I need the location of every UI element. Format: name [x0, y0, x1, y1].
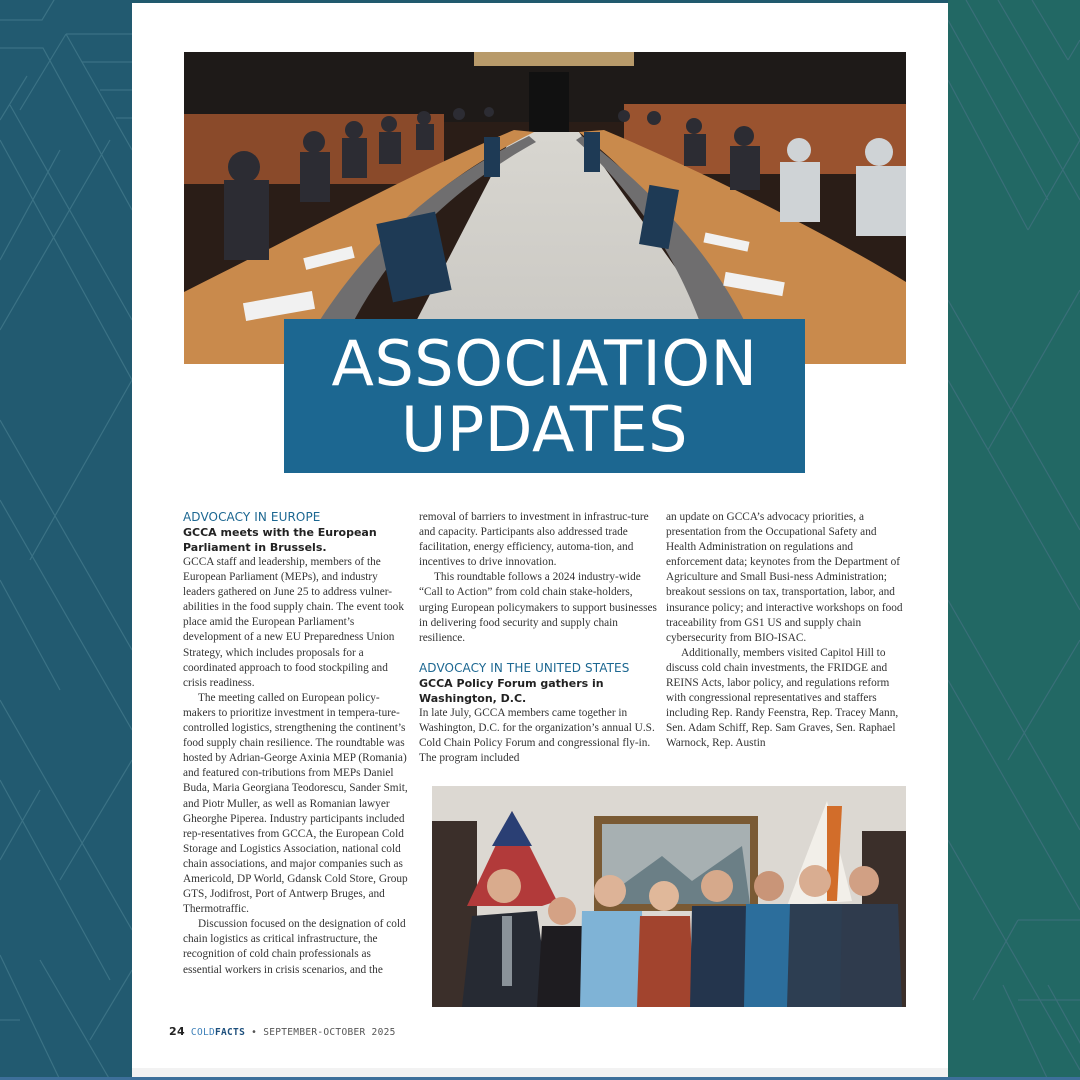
section-title-box	[284, 319, 805, 473]
paragraph: Discussion focused on the designation of cold chain logistics as critical infrastructure, the recognition of cold chain professionals as essential workers in crisis scenarios, and the	[183, 918, 406, 976]
conference-room-photo-icon	[184, 52, 906, 364]
paragraph: Additionally, members visited Capitol Hill to discuss cold chain investments, the FRIDGE and REINS Acts, labor policy, and regulations reform with congressional representatives and staffers including Rep. Randy Feenstra, Rep. Tracey Mann, Sen. Adam Schiff, Rep. Sam Graves, Sen. Raphael Warnock, Rep. Austin	[666, 646, 899, 750]
page-footer	[169, 1025, 396, 1038]
magazine-brand-facts: FACTS	[215, 1027, 246, 1038]
conference-room-photo	[184, 52, 906, 364]
background-pattern-left	[0, 0, 132, 1080]
section-title-line-2: UPDATES	[401, 393, 688, 466]
background-pattern-right	[948, 0, 1080, 1080]
paragraph: an update on GCCA’s advocacy priorities, a presentation from the Occupational Safety and Health Administration on regulations and enforcement data; keynotes from the Department of Agriculture and Small Busi-ness Administration; breakout sessions on tax, transportation, labor, and insurance policy; and interactive workshops on food traceability from GS1 US and supply chain cybersecurity from BIO-ISAC.	[666, 511, 903, 644]
paragraph: GCCA staff and leadership, members of the European Parliament (MEPs), and industry leaders gathered on June 25 to address vulner-abilities in the food supply chain. The event took place amid the European Parliament’s development of a new EU Preparedness Union Strategy, which includes proposals for a coordinated approach to food stockpiling and crisis readiness.	[183, 556, 404, 689]
spacer	[419, 646, 657, 661]
paragraph: The meeting called on European policy-makers to prioritize investment in tempera-ture-controlled logistics, strengthening the continent’s food supply chain resilience. The roundtable was hosted by Adrian-George Axinia MEP (Romania) and featured con-tributions from MEPs Daniel Buda, Maria Georgiana Teodorescu, Sander Smit, and Piotr Muller, as well as Romanian lawyer Gheorghe Piperea. Industry participants included rep-resentatives from GCCA, the European Cold Storage and Logistics Association, national cold chain associations, and major companies such as Americold, DP World, Gdansk Cold Store, Group GTS, Jodifrost, Port of Antwerp Bruges, and Thermotraffic.	[183, 691, 408, 916]
article-column-2	[419, 510, 657, 766]
magazine-page	[132, 3, 948, 1077]
issue-date: SEPTEMBER-OCTOBER 2025	[263, 1027, 396, 1038]
page-number: 24	[169, 1025, 185, 1038]
article-column-1	[183, 510, 411, 978]
geometric-pattern-right	[948, 0, 1080, 1080]
section-headline-europe: GCCA meets with the European Parliament in Brussels.	[183, 526, 377, 554]
section-kicker-us: ADVOCACY IN THE UNITED STATES	[419, 660, 630, 675]
paragraph: This roundtable follows a 2024 industry-wide “Call to Action” from cold chain stake-holders, urging European policymakers to support businesses in delivering food security and supply chain resilience.	[419, 571, 657, 644]
footer-separator: •	[251, 1027, 258, 1038]
section-headline-us: GCCA Policy Forum gathers in Washington, D.C.	[419, 676, 604, 705]
geometric-pattern-left	[0, 0, 132, 1080]
paragraph: removal of barriers to investment in infrastruc-ture and capacity. Participants also addressed trade facilitation, energy efficiency, automa-tion, and incentives to drive innovation.	[419, 511, 649, 569]
section-title-line-1: ASSOCIATION	[331, 327, 758, 400]
group-photo-icon	[432, 786, 906, 1007]
magazine-brand-cold: COLD	[190, 1027, 215, 1038]
group-photo	[432, 786, 906, 1007]
paragraph: In late July, GCCA members came together in Washington, D.C. for the organization’s annual U.S. Cold Chain Policy Forum and congressional fly-in. The program included	[419, 706, 655, 765]
page-bottom-edge	[132, 1068, 948, 1077]
article-column-3	[666, 510, 906, 752]
section-kicker-europe: ADVOCACY IN EUROPE	[183, 510, 321, 524]
